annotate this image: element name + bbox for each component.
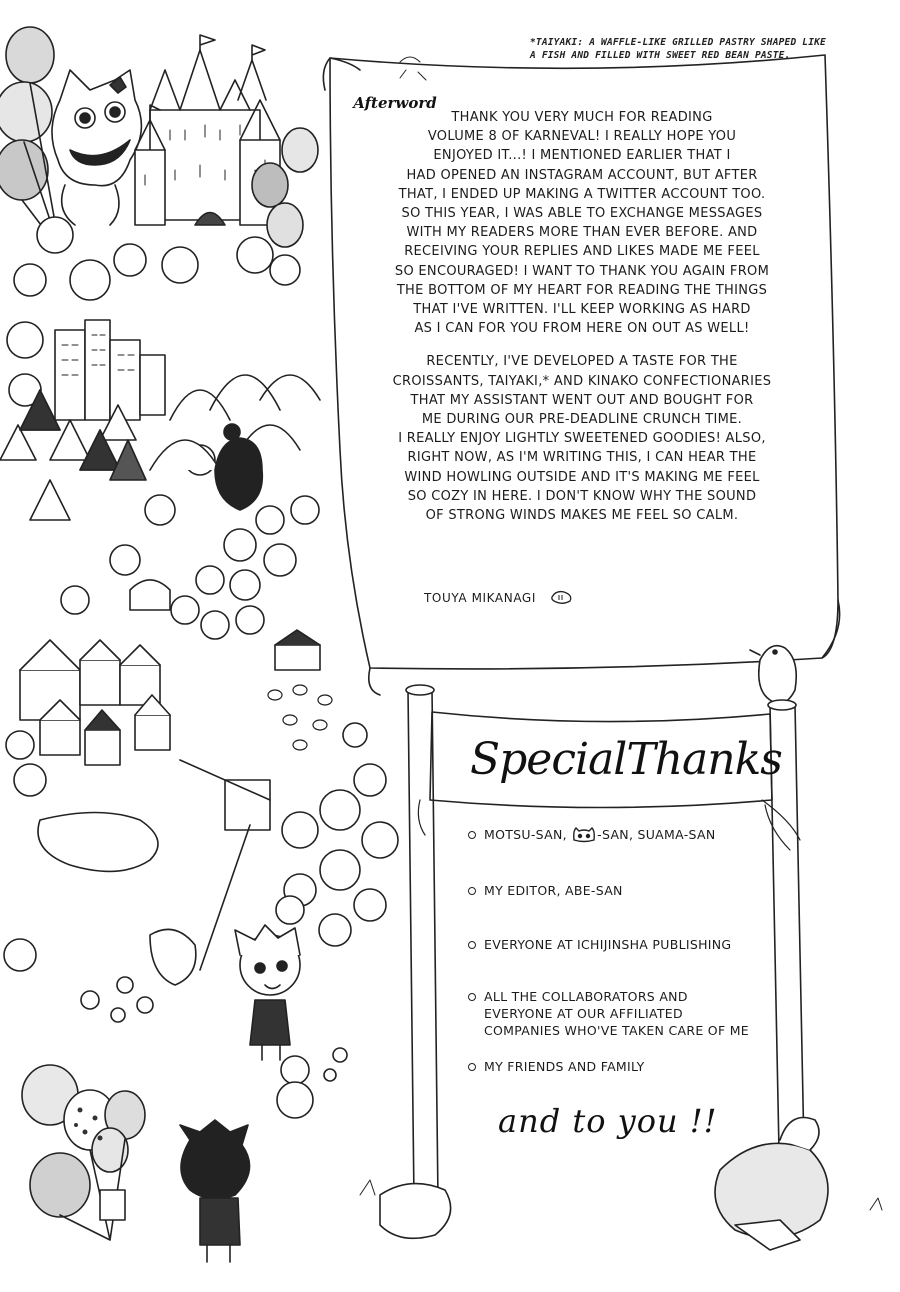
bullet-icon [468,887,476,895]
letter-line: RIGHT NOW, AS I'M WRITING THIS, I CAN HEAR THE [407,450,757,466]
thanks-item-text: EVERYONE AT ICHIJINSHA PUBLISHING [484,937,732,952]
thanks-item-line: ALL THE COLLABORATORS AND [484,989,688,1004]
thanks-item-text: MY EDITOR, ABE-SAN [484,883,623,898]
letter-line: OF STRONG WINDS MAKES ME FEEL SO CALM. [425,508,739,524]
thanks-item-text: MOTSU-SAN, [484,827,572,842]
letter-line: SO THIS YEAR, I WAS ABLE TO EXCHANGE MESSAGES [401,206,763,222]
letter-line: THAT I'VE WRITTEN. I'LL KEEP WORKING AS HARD [413,302,751,318]
thanks-item [466,826,715,843]
bullet-icon [468,941,476,949]
thanks-item-text: -SAN, SUAMA-SAN [597,827,716,842]
cat-mascot-drawing [52,70,141,225]
letter-line: CROISSANTS, TAIYAKI,* AND KINAKO CONFECTIONARIES [392,373,772,389]
footnote-line: *TAIYAKI: A WAFFLE-LIKE GRILLED PASTRY SHAPED LIKE [530,37,826,48]
thanks-item [466,936,731,953]
footnote-line: A FISH AND FILLED WITH SWEET RED BEAN PASTE. [530,50,791,61]
letter-line: THAT MY ASSISTANT WENT OUT AND BOUGHT FOR [410,392,754,408]
letter-line: ENJOYED IT...! I MENTIONED EARLIER THAT I [433,148,731,164]
thanks-item [466,988,749,1039]
letter-line: THE BOTTOM OF MY HEART FOR READING THE THINGS [396,282,768,298]
letter-line: ME DURING OUR PRE-DEADLINE CRUNCH TIME. [421,412,743,428]
bullet-icon [468,993,476,1001]
author-signature [424,589,576,605]
letter-line: SO ENCOURAGED! I WANT TO THANK YOU AGAIN FROM [394,263,770,279]
letter-line: RECENTLY, I'VE DEVELOPED A TASTE FOR THE [426,354,738,370]
thanks-item-line: COMPANIES WHO'VE TAKEN CARE OF ME [484,1023,749,1038]
letter-line: THAT, I ENDED UP MAKING A TWITTER ACCOUNT TOO. [398,186,766,202]
thanks-item-text: MY FRIENDS AND FAMILY [484,1059,645,1074]
thanks-item [466,882,623,899]
letter-line: WIND HOWLING OUTSIDE AND IT'S MAKING ME FEEL [404,469,760,485]
letter-line: HAD OPENED AN INSTAGRAM ACCOUNT, BUT AFTER [406,167,758,183]
afterword-letter [372,108,792,539]
letter-line: SO COZY IN HERE. I DON'T KNOW WHY THE SOUND [407,488,757,504]
signature-doodle-icon [548,589,576,605]
author-name: TOUYA MIKANAGI [424,591,536,605]
special-thanks-title: SpecialThanks [470,734,782,785]
letter-line: RECEIVING YOUR REPLIES AND LIKES MADE ME FEEL [404,244,760,260]
letter-line: VOLUME 8 OF KARNEVAL! I REALLY HOPE YOU [427,129,737,145]
letter-paragraph-1 [372,108,792,338]
closing-message: and to you !! [498,1102,718,1140]
bullet-icon [468,831,476,839]
balloon-cluster-top [0,27,60,250]
taiyaki-footnote [530,36,850,62]
letter-line: THANK YOU VERY MUCH FOR READING [451,110,713,125]
letter-line: WITH MY READERS MORE THAN EVER BEFORE. AND [406,225,758,241]
thanks-item-line: EVERYONE AT OUR AFFILIATED [484,1006,683,1021]
letter-line: I REALLY ENJOY LIGHTLY SWEETENED GOODIES! ALSO, [398,431,766,447]
letter-line: AS I CAN FOR YOU FROM HERE ON OUT AS WELL! [414,321,750,337]
cat-face-icon [571,826,597,843]
afterword-title: Afterword [353,94,437,112]
letter-paragraph-2 [372,352,792,525]
bullet-icon [468,1063,476,1071]
thanks-item [466,1058,645,1075]
